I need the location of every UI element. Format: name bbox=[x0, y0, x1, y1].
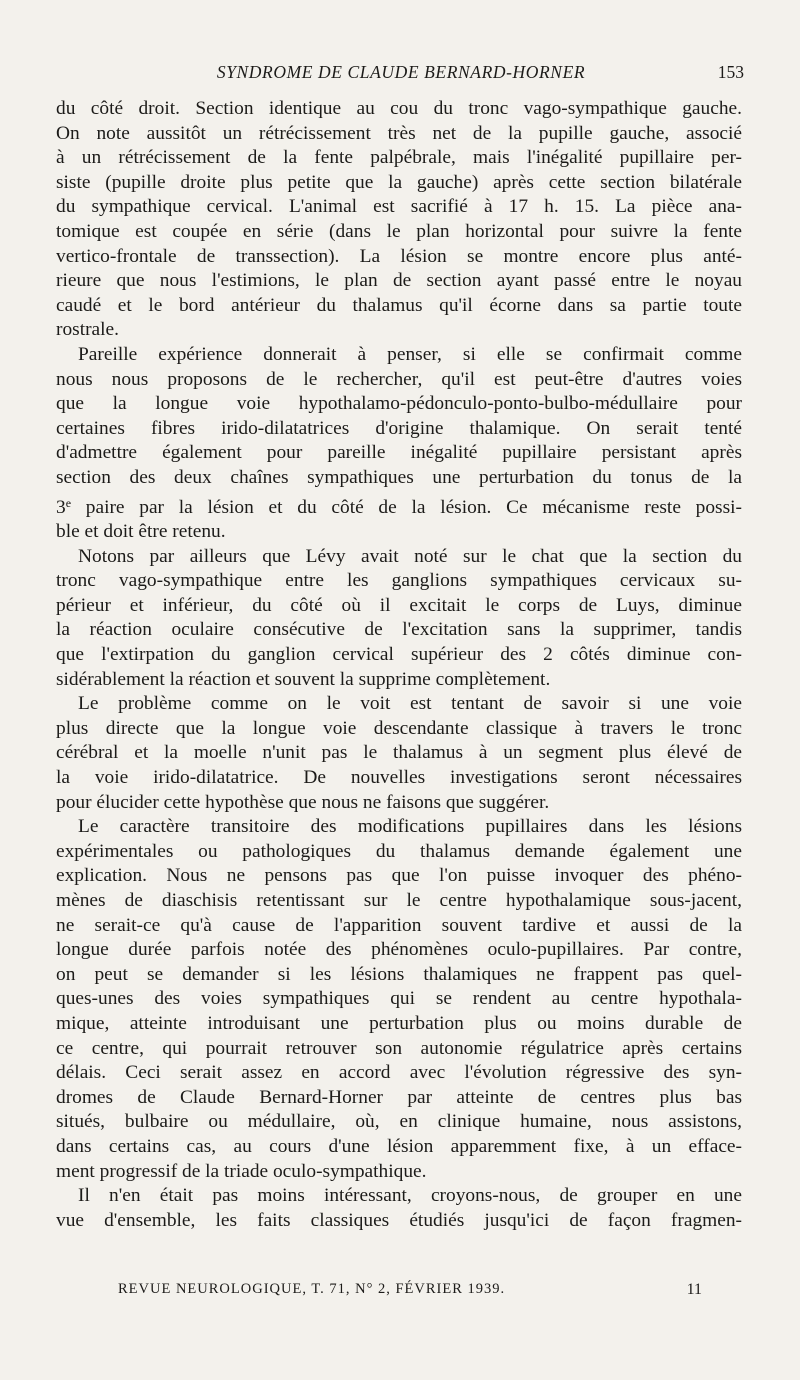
journal-citation: REVUE NEUROLOGIQUE, T. 71, N° 2, FÉVRIER 1939. bbox=[118, 1281, 506, 1297]
text-line: Le caractère transitoire des modifications pupillaires dans les lésions bbox=[78, 816, 742, 838]
text-line-with-superscript bbox=[56, 491, 742, 521]
body-text bbox=[56, 97, 742, 1233]
text-line: délais. Ceci serait assez en accord avec l'évolution régressive des syn- bbox=[56, 1062, 742, 1084]
text-line: siste (pupille droite plus petite que la gauche) après cette section bilatérale bbox=[56, 171, 742, 193]
text-line: Le problème comme on le voit est tentant de savoir si une voie bbox=[78, 693, 742, 715]
text-line: dans certains cas, au cours d'une lésion apparemment fixe, à un efface- bbox=[56, 1135, 742, 1157]
paragraph-5 bbox=[56, 815, 742, 1184]
text-line: cérébral et la moelle n'unit pas le thalamus à un segment plus élevé de bbox=[56, 742, 742, 764]
text-line: ne serait-ce qu'à cause de l'apparition souvent tardive et aussi de la bbox=[56, 914, 742, 936]
text-line: périeur et inférieur, du côté où il excitait le corps de Luys, diminue bbox=[56, 594, 742, 616]
text-line: On note aussitôt un rétrécissement très net de la pupille gauche, associé bbox=[56, 122, 742, 144]
signature-mark: 11 bbox=[686, 1281, 702, 1298]
text-line: la voie irido-dilatatrice. De nouvelles investigations seront nécessaires bbox=[56, 767, 742, 789]
paragraph-3 bbox=[56, 545, 742, 693]
text-line: la réaction oculaire consécutive de l'excitation sans la supprimer, tandis bbox=[56, 619, 742, 641]
superscript-mark: e bbox=[65, 495, 72, 510]
text-line: à un rétrécissement de la fente palpébrale, mais l'inégalité pupillaire per- bbox=[56, 147, 742, 169]
text-line: situés, bulbaire ou médullaire, où, en clinique humaine, nous assistons, bbox=[56, 1111, 742, 1133]
text-line: vue d'ensemble, les faits classiques étudiés jusqu'ici de façon fragmen- bbox=[56, 1209, 742, 1231]
text-line: du sympathique cervical. L'animal est sacrifié à 17 h. 15. La pièce ana- bbox=[56, 196, 742, 218]
line-rest: paire par la lésion et du côté de la lésion. Ce mécanisme reste possi- bbox=[71, 496, 742, 518]
text-line: certaines fibres irido-dilatatrices d'origine thalamique. On serait tenté bbox=[56, 417, 742, 439]
text-line: ment progressif de la triade oculo-sympathique. bbox=[56, 1160, 427, 1182]
paragraph-1 bbox=[56, 97, 742, 343]
page-footer bbox=[78, 1281, 718, 1305]
text-line: ce centre, qui pourrait retrouver son autonomie régulatrice après certains bbox=[56, 1037, 742, 1059]
text-line: pour élucider cette hypothèse que nous ne faisons que suggérer. bbox=[56, 791, 550, 813]
text-line: Pareille expérience donnerait à penser, si elle se confirmait comme bbox=[78, 343, 742, 365]
text-line: que l'extirpation du ganglion cervical supérieur des 2 côtés diminue con- bbox=[56, 644, 742, 666]
text-line: expérimentales ou pathologiques du thalamus demande également une bbox=[56, 840, 742, 862]
text-line: mique, atteinte introduisant une perturbation plus ou moins durable de bbox=[56, 1012, 742, 1034]
text-line: que la longue voie hypothalamo-pédonculo-ponto-bulbo-médullaire pour bbox=[56, 393, 742, 415]
text-line: ble et doit être retenu. bbox=[56, 521, 226, 543]
text-line: du côté droit. Section identique au cou du tronc vago-sympathique gauche. bbox=[56, 98, 742, 119]
text-line: sidérablement la réaction et souvent la supprime complètement. bbox=[56, 668, 551, 690]
text-line: rieure que nous l'estimions, le plan de section ayant passé entre le noyau bbox=[56, 270, 742, 292]
text-line: explication. Nous ne pensons pas que l'on puisse invoquer des phéno- bbox=[56, 865, 742, 887]
text-line: Notons par ailleurs que Lévy avait noté sur le chat que la section du bbox=[78, 545, 742, 567]
text-line: on peut se demander si les lésions thalamiques ne frappent pas quel- bbox=[56, 963, 742, 985]
text-line: section des deux chaînes sympathiques une perturbation du tonus de la bbox=[56, 466, 742, 488]
text-line: mènes de diaschisis retentissant sur le centre hypothalamique sous-jacent, bbox=[56, 890, 742, 911]
text-line: rostrale. bbox=[56, 319, 119, 341]
text-line: d'admettre également pour pareille inégalité pupillaire persistant après bbox=[56, 442, 742, 464]
text-line: vertico-frontale de transsection). La lésion se montre encore plus anté- bbox=[56, 245, 742, 267]
paragraph-6 bbox=[56, 1184, 742, 1233]
running-title: SYNDROME DE CLAUDE BERNARD-HORNER bbox=[216, 62, 586, 82]
text-line: plus directe que la longue voie descendante classique à travers le tronc bbox=[56, 717, 742, 739]
text-line: ques-unes des voies sympathiques qui se rendent au centre hypothala- bbox=[56, 988, 742, 1010]
running-header bbox=[56, 62, 746, 88]
text-line: Il n'en était pas moins intéressant, croyons-nous, de grouper en une bbox=[78, 1185, 742, 1207]
text-line: nous nous proposons de le rechercher, qu'il est peut-être d'autres voies bbox=[56, 368, 742, 390]
ordinal-number: 3 bbox=[56, 496, 66, 518]
text-line: caudé et le bord antérieur du thalamus qu'il écorne dans sa partie toute bbox=[56, 294, 742, 316]
paragraph-4 bbox=[56, 692, 742, 815]
text-line: longue durée parfois notée des phénomènes oculo-pupillaires. Par contre, bbox=[56, 939, 742, 961]
text-line: tronc vago-sympathique entre les ganglions sympathiques cervicaux su- bbox=[56, 570, 742, 592]
text-line: tomique est coupée en série (dans le plan horizontal pour suivre la fente bbox=[56, 220, 742, 242]
text-line: dromes de Claude Bernard-Horner par atteinte de centres plus bas bbox=[56, 1086, 742, 1108]
page-number: 153 bbox=[717, 62, 744, 82]
paragraph-2 bbox=[56, 343, 742, 545]
